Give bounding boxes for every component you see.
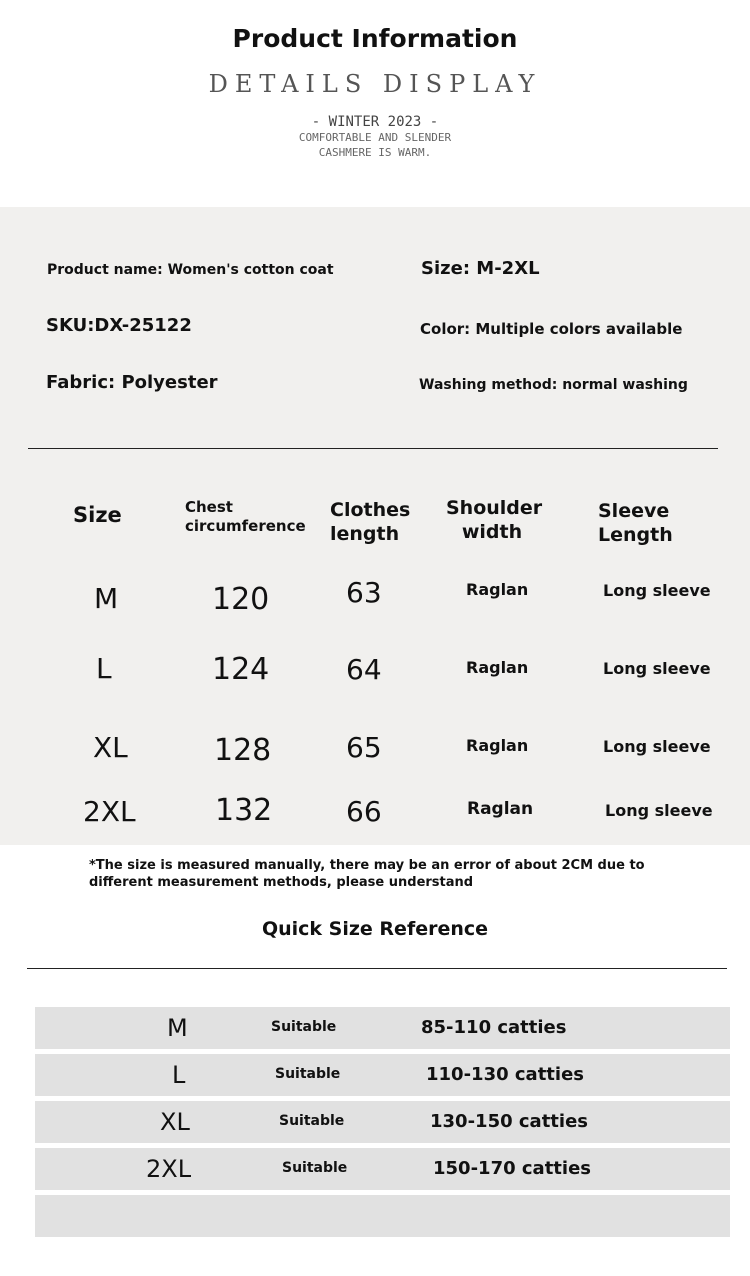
- table-row-length: 65: [346, 731, 382, 764]
- table-row-sleeve: Long sleeve: [603, 659, 711, 678]
- table-row-shoulder: Raglan: [466, 658, 529, 677]
- header-clothes-length: [330, 498, 410, 546]
- fabric-info: Fabric: Polyester: [46, 372, 218, 393]
- table-row-sleeve: Long sleeve: [603, 737, 711, 756]
- table-row-chest: 120: [212, 582, 270, 617]
- table-row-shoulder: Raglan: [466, 736, 529, 755]
- quick-ref-row-empty: [35, 1195, 730, 1237]
- header-chest-line-2: circumference: [185, 517, 306, 535]
- table-row-size: M: [94, 582, 119, 615]
- quick-ref-row: [35, 1054, 730, 1096]
- table-row-shoulder: Raglan: [466, 580, 529, 599]
- header-chest: [185, 498, 306, 536]
- quick-ref-size: XL: [160, 1108, 190, 1136]
- table-row-chest: 124: [212, 652, 270, 687]
- header-sleeve-length: [598, 499, 673, 547]
- table-row-size: XL: [93, 731, 128, 764]
- size-range: Size: M-2XL: [421, 258, 540, 279]
- color-info: Color: Multiple colors available: [420, 320, 683, 338]
- details-display-heading: DETAILS DISPLAY: [208, 70, 542, 98]
- quick-ref-range: 110-130 catties: [426, 1064, 585, 1085]
- quick-ref-row: [35, 1007, 730, 1049]
- table-row-sleeve: Long sleeve: [605, 801, 713, 820]
- quick-ref-label: Suitable: [282, 1160, 348, 1176]
- header-sleeve-line-1: Sleeve: [598, 500, 670, 522]
- page-title: Product Information: [232, 24, 518, 53]
- sku: SKU:DX-25122: [46, 315, 192, 336]
- quick-ref-size: 2XL: [146, 1155, 192, 1183]
- table-row-length: 63: [346, 576, 382, 609]
- header-shoulder-line-2: width: [461, 521, 523, 543]
- quick-ref-range: 130-150 catties: [430, 1111, 589, 1132]
- quick-ref-range: 150-170 catties: [433, 1158, 592, 1179]
- divider: [27, 968, 727, 969]
- header-sleeve-line-2: Length: [598, 524, 673, 546]
- table-row-chest: 132: [215, 793, 273, 828]
- tagline-line-1: COMFORTABLE AND SLENDER: [298, 131, 452, 144]
- quick-size-reference-title: Quick Size Reference: [261, 918, 489, 940]
- quick-ref-label: Suitable: [275, 1066, 341, 1082]
- table-row-length: 66: [346, 795, 382, 828]
- product-name: Product name: Women's cotton coat: [47, 262, 334, 278]
- table-row-size: 2XL: [83, 795, 136, 828]
- washing-info: Washing method: normal washing: [419, 377, 688, 393]
- quick-ref-size: M: [167, 1014, 188, 1042]
- header-clothes-length-line-2: length: [330, 523, 400, 545]
- table-row-length: 64: [346, 653, 382, 686]
- table-row-shoulder: Raglan: [467, 799, 534, 819]
- header-shoulder-line-1: Shoulder: [446, 497, 543, 519]
- table-row-size: L: [96, 652, 112, 685]
- quick-ref-label: Suitable: [271, 1019, 337, 1035]
- season-label: - WINTER 2023 -: [311, 114, 439, 130]
- header-clothes-length-line-1: Clothes: [330, 499, 411, 521]
- header-chest-line-1: Chest: [185, 498, 233, 516]
- quick-ref-row: [35, 1101, 730, 1143]
- header-shoulder-width: [446, 496, 543, 544]
- tagline-line-2: CASHMERE IS WARM.: [318, 146, 432, 159]
- divider: [28, 448, 718, 449]
- quick-ref-row: [35, 1148, 730, 1190]
- quick-ref-range: 85-110 catties: [421, 1017, 567, 1038]
- table-row-sleeve: Long sleeve: [603, 581, 711, 600]
- quick-ref-size: L: [172, 1061, 186, 1089]
- quick-ref-label: Suitable: [279, 1113, 345, 1129]
- table-row-chest: 128: [214, 733, 272, 768]
- header-size: Size: [73, 503, 122, 527]
- measurement-note: *The size is measured manually, there may be an error of about 2CM due to different measurement methods, please understand: [89, 858, 645, 890]
